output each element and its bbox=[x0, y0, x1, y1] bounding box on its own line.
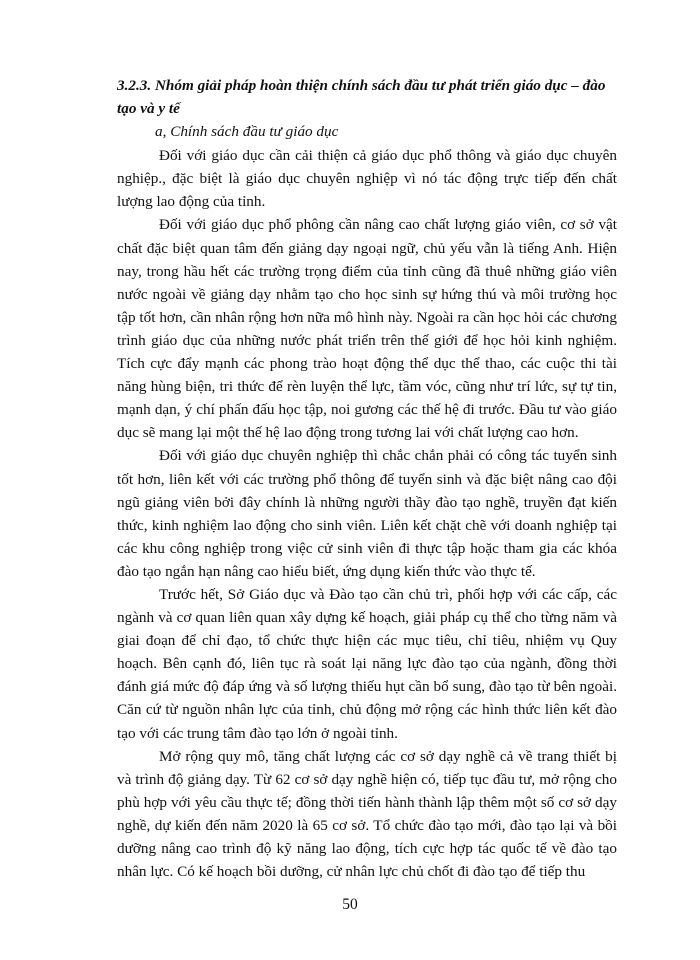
paragraph-5: Mở rộng quy mô, tăng chất lượng các cơ sở dạy nghề cả về trang thiết bị và trình độ giảng dạy. Từ 62 cơ sở dạy nghề hiện có, tiếp tục đầu tư, mở rộng cho phù hợp với yêu cầu thực tế; đồng thời tiến hành thành lập thêm một số cơ sở dạy nghề, dự kiến đến năm 2020 là 65 cơ sở. Tổ chức đào tạo mới, đào tạo lại và bồi dưỡng nâng cao trình độ kỹ năng lao động, tích cực hợp tác quốc tế về đào tạo nhân lực. Có kế hoạch bồi dưỡng, cử nhân lực chủ chốt đi đào tạo để tiếp thu bbox=[117, 747, 617, 881]
paragraph-3: Đối với giáo dục chuyên nghiệp thì chắc chắn phải có công tác tuyển sinh tốt hơn, liên kết với các trường phổ thông để tuyển sinh và đặc biệt nâng cao đội ngũ giảng viên bởi đây chính là những người thầy đào tạo nghề, truyền đạt kiến thức, kinh nghiệm lao động cho sinh viên. Liên kết chặt chẽ với doanh nghiệp tại các khu công nghiệp trong việc cử sinh viên đi thực tập hoặc tham gia các khóa đào tạo ngắn hạn nâng cao hiểu biết, ứng dụng kiến thức vào thực tế. bbox=[117, 447, 617, 580]
paragraph-4: Trước hết, Sở Giáo dục và Đào tạo cần chủ trì, phối hợp với các cấp, các ngành và cơ quan liên quan xây dựng kế hoạch, giải pháp cụ thể cho từng năm và giai đoạn để chỉ đạo, tổ chức thực hiện các mục tiêu, chỉ tiêu, nhiệm vụ Quy hoạch. Bên cạnh đó, liên tục rà soát lại năng lực đào tạo của ngành, đồng thời đánh giá mức độ đáp ứng và số lượng thiếu hụt cần bổ sung, đào tạo từ bên ngoài. Căn cứ từ nguồn nhân lực của tỉnh, chủ động mở rộng các hình thức liên kết đào tạo với các trung tâm đào tạo lớn ở ngoài tỉnh. bbox=[117, 585, 617, 742]
paragraph-1: Đối với giáo dục cần cải thiện cả giáo dục phổ thông và giáo dục chuyên nghiệp., đặc biệt là giáo dục chuyên nghiệp vì nó tác động trực tiếp đến chất lượng lao động của tỉnh. bbox=[117, 147, 617, 211]
paragraph-2: Đối với giáo dục phổ phông cần nâng cao chất lượng giáo viên, cơ sở vật chất đặc biệt quan tâm đến giảng dạy ngoại ngữ, chủ yếu vẫn là tiếng Anh. Hiện nay, trong hầu hết các trường trọng điểm của tỉnh cũng đã thuê những giáo viên nước ngoài về giảng dạy nhằm tạo cho học sinh sự hứng thú và môi trường học tập tốt hơn, cần nhân rộng hơn nữa mô hình này. Ngoài ra cần học hỏi các chương trình giáo dục của những nước phát triển trên thế giới để học hỏi kinh nghiệm. Tích cực đẩy mạnh các phong trào hoạt động thể dục thể thao, các cuộc thi tài năng hùng biện, tri thức để rèn luyện thể lực, tầm vóc, cũng như trí lức, sự tự tin, mạnh dạn, ý chí phấn đấu học tập, noi gương các thế hệ đi trước. Đầu tư vào giáo dục sẽ mang lại một thế hệ lao động trong tương lai với chất lượng cao hơn. bbox=[117, 216, 617, 442]
page-body bbox=[117, 74, 617, 883]
section-heading: 3.2.3. Nhóm giải pháp hoàn thiện chính sách đầu tư phát triển giáo dục – đào tạo và y tế bbox=[117, 77, 606, 118]
subsection-heading: a, Chính sách đầu tư giáo dục bbox=[155, 123, 339, 141]
page-number: 50 bbox=[342, 896, 358, 913]
